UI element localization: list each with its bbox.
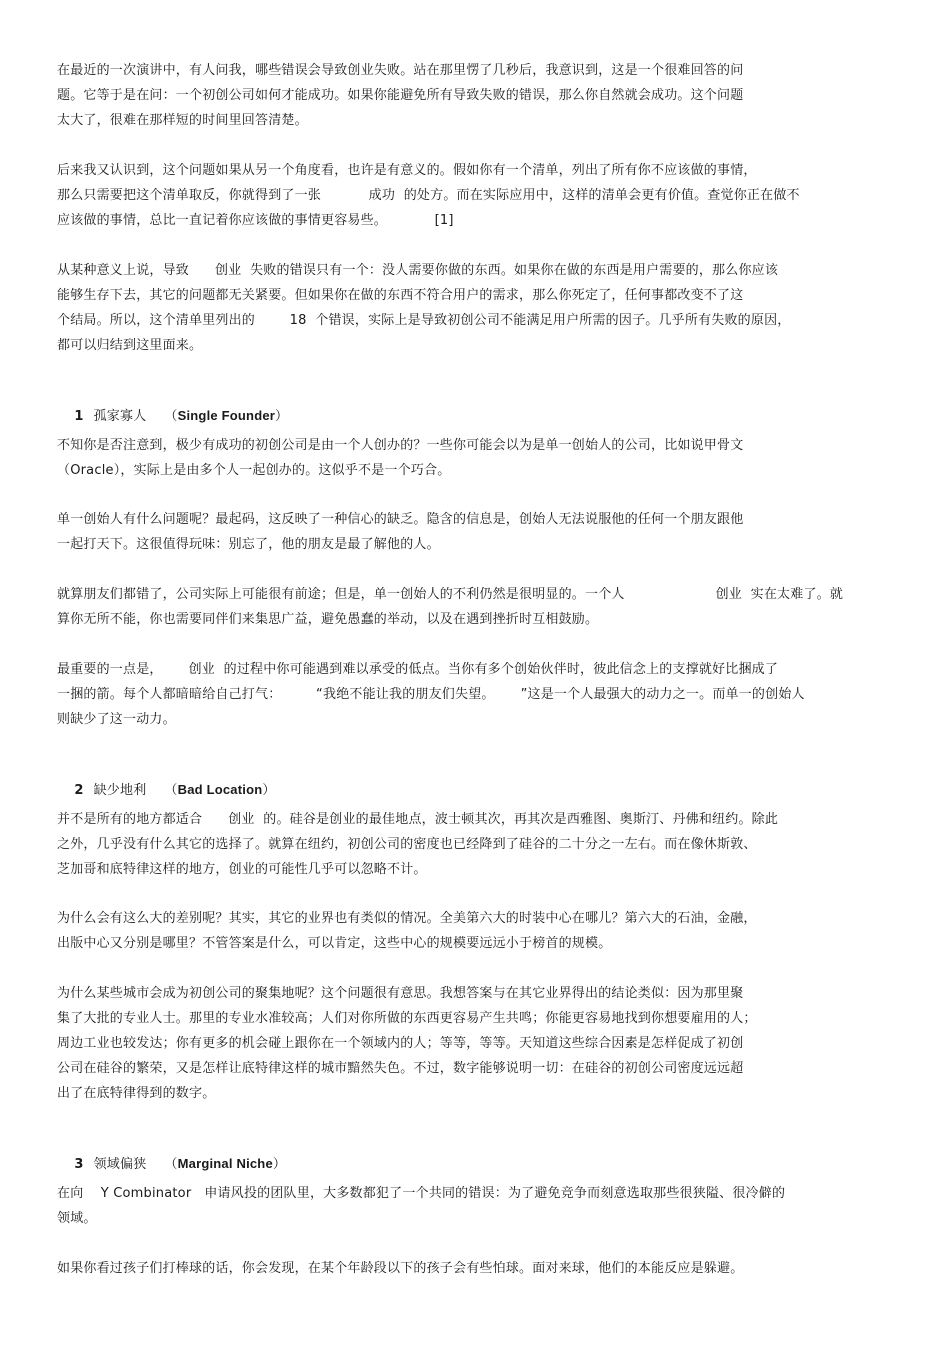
paragraph-line: 在最近的一次演讲中，有人问我，哪些错误会导致创业失败。站在那里愣了几秒后，我意识到，这是一个很难回答的问 <box>57 63 744 78</box>
paragraph-line: 就算朋友们都错了，公司实际上可能很有前途；但是，单一创始人的不利仍然是很明显的。一个人 创业 实在太难了。就 <box>57 587 844 602</box>
paragraph-line: 能够生存下去，其它的问题都无关紧要。但如果你在做的东西不符合用户的需求，那么你死定了，任何事都改变不了这 <box>57 288 744 303</box>
section-title-en: Marginal Niche <box>177 1156 273 1171</box>
paragraph-line: 个结局。所以，这个清单里列出的 18 个错误，实际上是导致初创公司不能满足用户所需的因子。几乎所有失败的原因， <box>57 313 791 328</box>
section-title-paren-open: （ <box>164 1157 178 1172</box>
section-title-paren-close: ） <box>272 1157 287 1172</box>
section-heading-2 <box>57 763 276 818</box>
paragraph-line: 题。它等于是在问：一个初创公司如何才能成功。如果你能避免所有导致失败的错误，那么你自然就会成功。这个问题 <box>57 88 744 103</box>
paragraph-line: 不知你是否注意到，极少有成功的初创公司是由一个人创办的？一些你可能会以为是单一创始人的公司，比如说甲骨文 <box>57 438 744 453</box>
paragraph-line: 周边工业也较发达；你有更多的机会碰上跟你在一个领域内的人；等等，等等。天知道这些综合因素是怎样促成了初创 <box>57 1036 744 1051</box>
section-title-paren-open: （ <box>164 783 178 798</box>
section-title-paren-close: ） <box>262 783 276 798</box>
paragraph-line: 出了在底特律得到的数字。 <box>57 1086 216 1101</box>
section-title-paren-open: （ <box>164 409 178 424</box>
section-title-zh: 缺少地利 <box>93 783 147 798</box>
paragraph-line: 并不是所有的地方都适合 创业 的。硅谷是创业的最佳地点，波士顿其次，再其次是西雅图、奥斯汀、丹佛和纽约。除此 <box>57 812 779 827</box>
section-title-en: Bad Location <box>177 782 263 797</box>
paragraph-line: 一起打天下。这很值得玩味：别忘了，他的朋友是最了解他的人。 <box>57 537 440 552</box>
paragraph-line: 集了大批的专业人士。那里的专业水准较高；人们对你所做的东西更容易产生共鸣；你能更容易地找到你想要雇用的人； <box>57 1011 757 1026</box>
paragraph-line: 后来我又认识到，这个问题如果从另一个角度看，也许是有意义的。假如你有一个清单，列出了所有你不应该做的事情， <box>57 163 757 178</box>
paragraph-line: 应该做的事情，总比一直记着你应该做的事情更容易些。 [1] <box>57 213 454 228</box>
paragraph-line: 单一创始人有什么问题呢？最起码，这反映了一种信心的缺乏。隐含的信息是，创始人无法说服他的任何一个朋友跟他 <box>57 512 744 527</box>
paragraph-line: 算你无所不能，你也需要同伴们来集思广益，避免愚蠢的举动，以及在遇到挫折时互相鼓励。 <box>57 612 599 627</box>
section-number: 2 <box>74 783 84 798</box>
paragraph-line: 公司在硅谷的繁荣，又是怎样让底特律这样的城市黯然失色。不过，数字能够说明一切：在硅谷的初创公司密度远远超 <box>57 1061 744 1076</box>
paragraph-line: 都可以归结到这里面来。 <box>57 338 203 353</box>
section-title-zh: 孤家寡人 <box>93 409 147 424</box>
section-number: 1 <box>74 409 84 424</box>
paragraph-line: 之外，几乎没有什么其它的选择了。就算在纽约，初创公司的密度也已经降到了硅谷的二十分之一左右。而在像休斯敦、 <box>57 837 757 852</box>
paragraph-line: 为什么某些城市会成为初创公司的聚集地呢？这个问题很有意思。我想答案与在其它业界得出的结论类似：因为那里聚 <box>57 986 744 1001</box>
section-title-zh: 领域偏狭 <box>93 1157 147 1172</box>
paragraph-line: 领域。 <box>57 1211 97 1226</box>
paragraph-line: 为什么会有这么大的差别呢？其实，其它的业界也有类似的情况。全美第六大的时装中心在哪儿？第六大的石油，金融， <box>57 911 757 926</box>
section-title-paren-close: ） <box>275 409 289 424</box>
paragraph-line: 太大了，很难在那样短的时间里回答清楚。 <box>57 113 308 128</box>
paragraph-line: （Oracle），实际上是由多个人一起创办的。这似乎不是一个巧合。 <box>57 463 451 478</box>
section-heading-3 <box>57 1137 286 1192</box>
paragraph-line: 则缺少了这一动力。 <box>57 712 176 727</box>
paragraph-line: 如果你看过孩子们打棒球的话，你会发现，在某个年龄段以下的孩子会有些怕球。面对来球，他们的本能反应是躲避。 <box>57 1261 744 1276</box>
paragraph-line: 从某种意义上说，导致 创业 失败的错误只有一个：没人需要你做的东西。如果你在做的东西是用户需要的，那么你应该 <box>57 263 779 278</box>
paragraph-line: 芝加哥和底特律这样的地方，创业的可能性几乎可以忽略不计。 <box>57 862 427 877</box>
section-heading-1 <box>57 389 288 444</box>
paragraph-line: 出版中心又分别是哪里？不管答案是什么，可以肯定，这些中心的规模要远远小于榜首的规模。 <box>57 936 612 951</box>
paragraph-line: 在向 Y Combinator 申请风投的团队里，大多数都犯了一个共同的错误：为了避免竞争而刻意选取那些很狭隘、很冷僻的 <box>57 1186 786 1201</box>
paragraph-line: 最重要的一点是， 创业 的过程中你可能遇到难以承受的低点。当你有多个创始伙伴时，彼此信念上的支撑就好比捆成了 <box>57 662 779 677</box>
section-number: 3 <box>74 1157 84 1172</box>
paragraph-line: 一捆的箭。每个人都暗暗给自己打气： “我绝不能让我的朋友们失望。 ”这是一个人最强大的动力之一。而单一的创始人 <box>57 687 805 702</box>
section-title-en: Single Founder <box>177 408 276 423</box>
paragraph-line: 那么只需要把这个清单取反，你就得到了一张 成功 的处方。而在实际应用中，这样的清单会更有价值。查觉你正在做不 <box>57 188 800 203</box>
